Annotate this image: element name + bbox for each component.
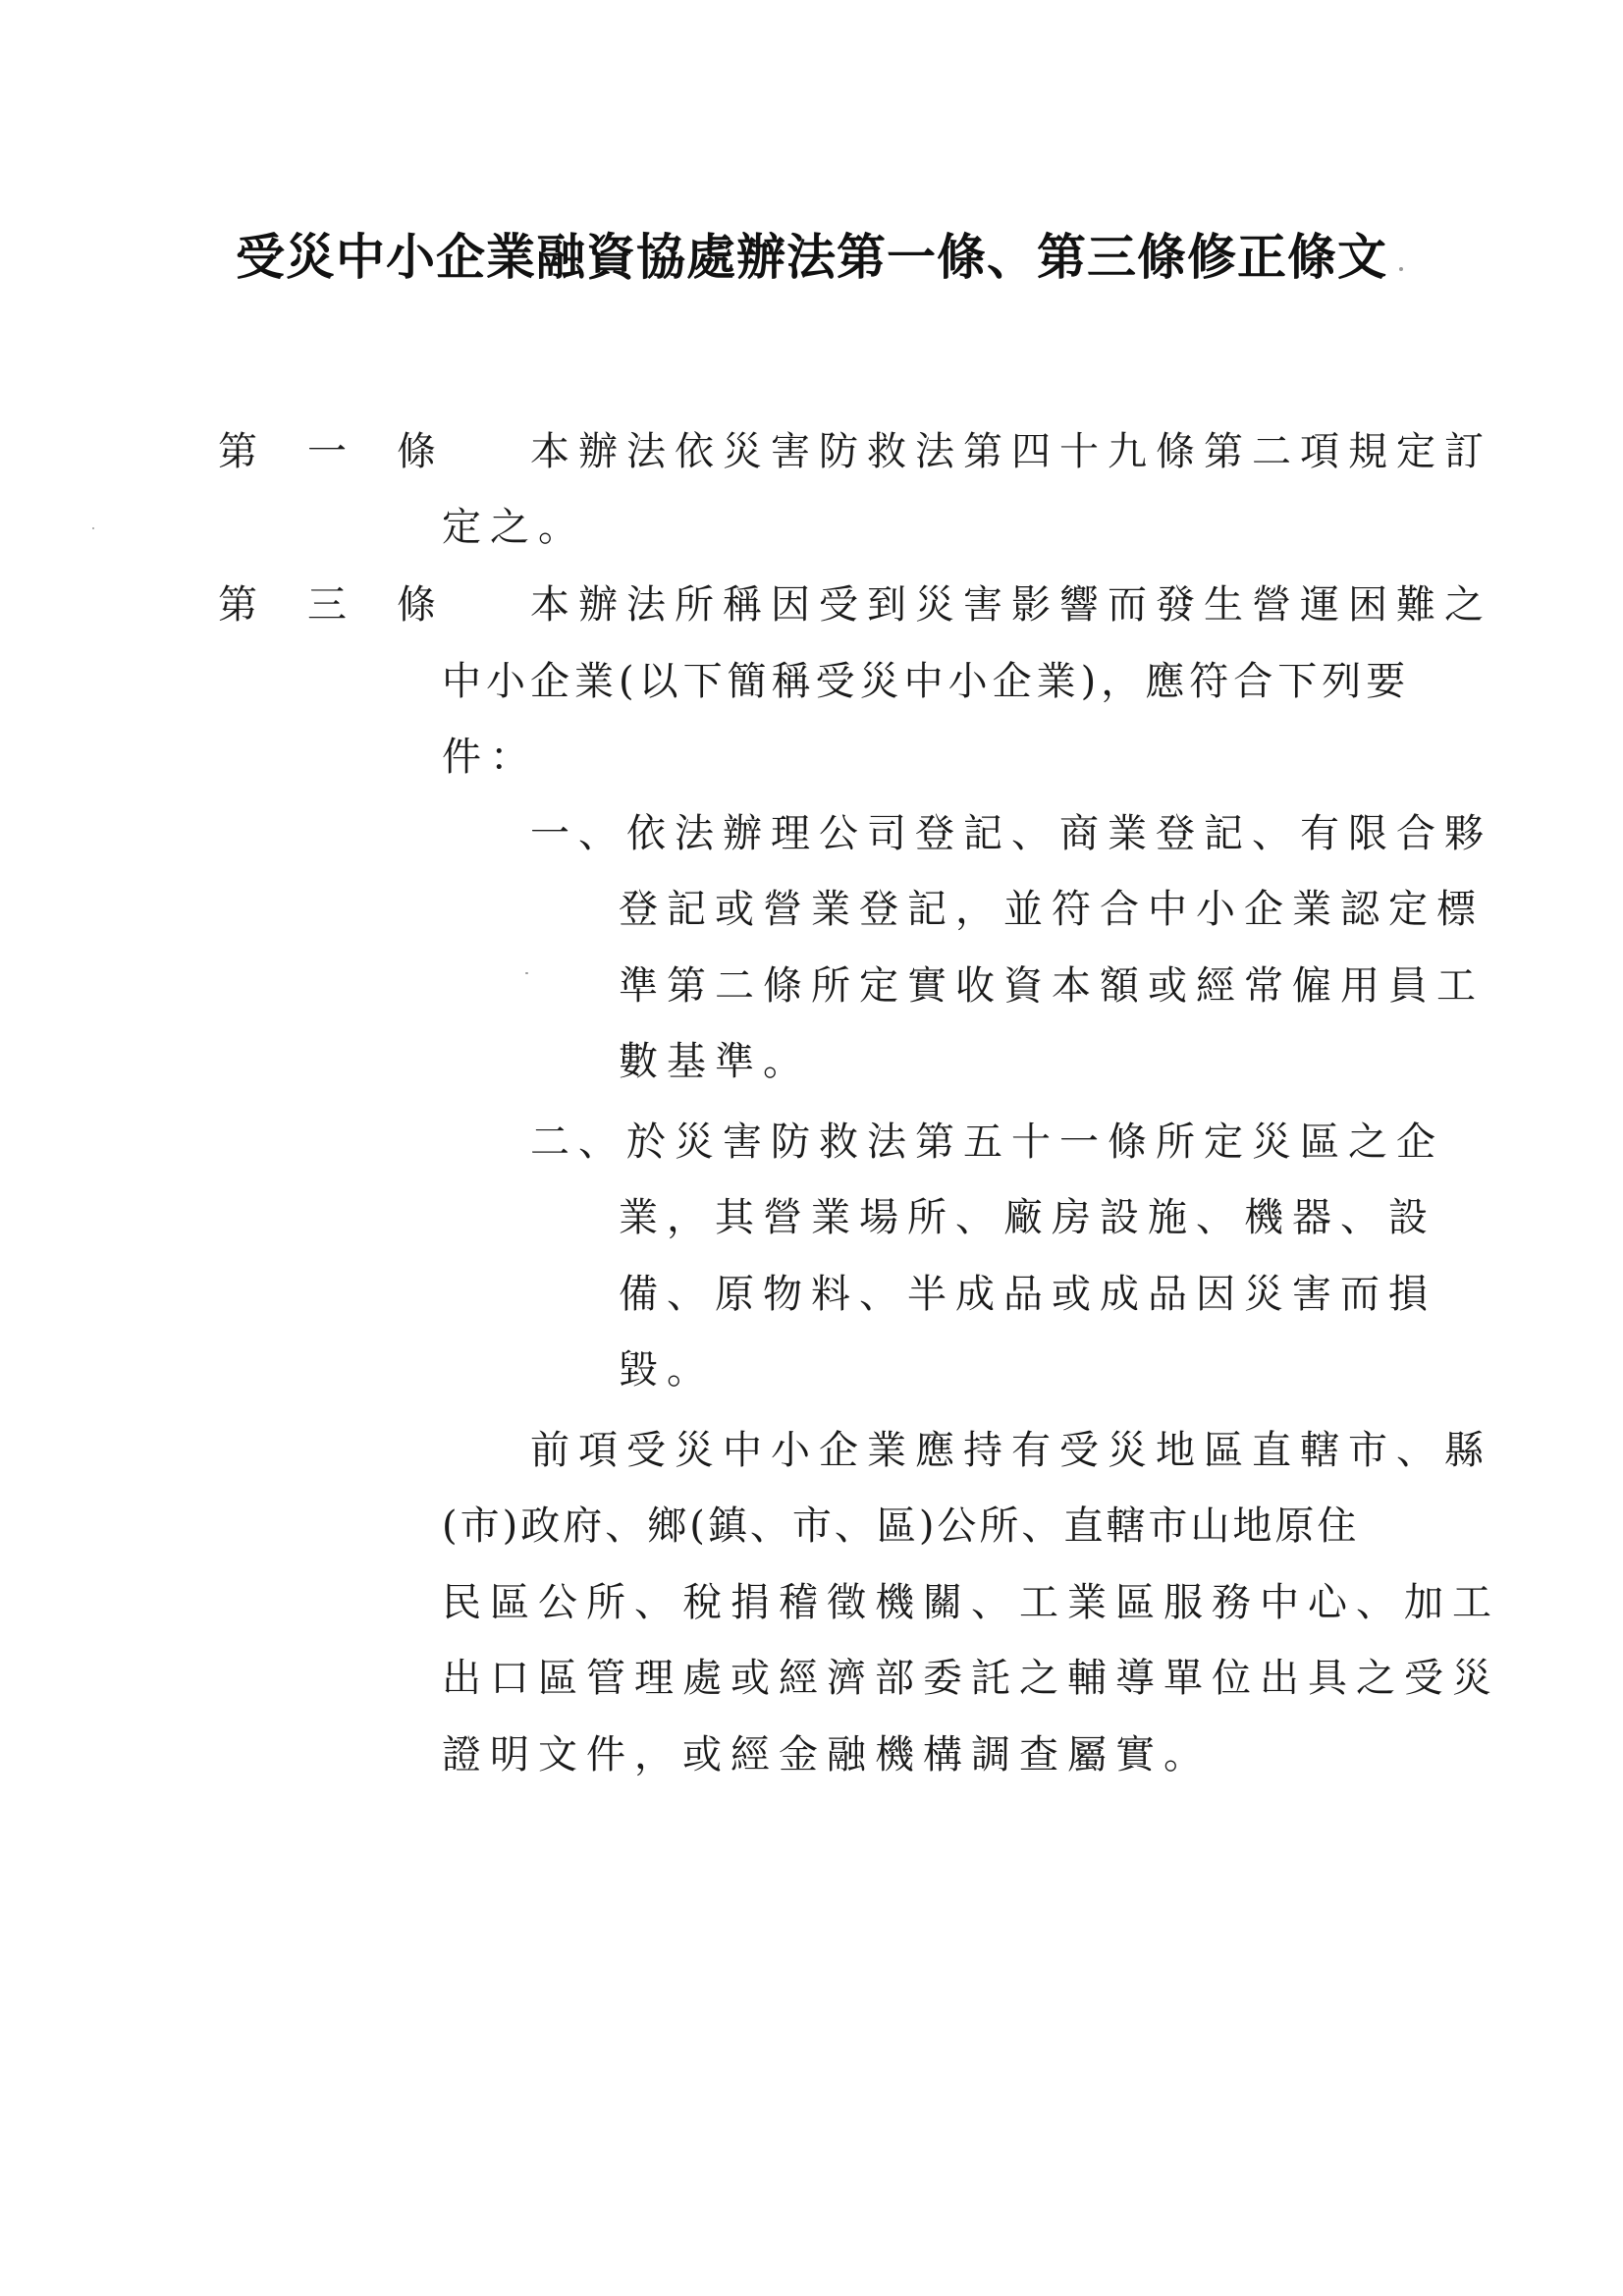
article-3-item-2-line: 二、於災害防救法第五十一條所定災區之企 [530,1120,1444,1165]
article-label-char: 一 [307,429,347,474]
article-label-char: 第 [218,582,257,628]
article-label-char: 條 [397,582,436,628]
article-3-paragraph-2-line: 出口區管理處或經濟部委託之輔導單位出具之受災 [442,1656,1500,1701]
article-3-item-2-line: 備、原物料、半成品或成品因災害而損 [619,1272,1436,1317]
article-1-line: 定之。 [442,505,586,550]
article-3-paragraph-2-line: (市)政府、鄉(鎮、市、區)公所、直轄市山地原住 [442,1503,1360,1549]
article-3-label [218,582,444,628]
scan-speck [92,527,94,529]
article-3-item-1-line: 數基準。 [619,1039,811,1084]
article-3-item-1-line: 登記或營業登記，並符合中小企業認定標 [619,887,1485,932]
article-3-item-2-line: 業，其營業場所、廠房設施、機器、設 [619,1195,1436,1240]
article-3-paragraph-2-line: 前項受災中小企業應持有受災地區直轄市、縣 [530,1428,1492,1473]
article-3-item-2-line: 毀。 [619,1347,715,1393]
article-3-line: 件： [442,735,538,780]
article-3-line: 本辦法所稱因受到災害影響而發生營運困難之 [530,582,1492,628]
article-3-item-1-line: 準第二條所定實收資本額或經常僱用員工 [619,963,1485,1009]
document-title: 受災中小企業融資協處辦法第一條、第三條修正條文 [236,229,1387,286]
article-label-char: 第 [218,429,257,474]
article-3-paragraph-2-line: 民區公所、稅捐稽徵機關、工業區服務中心、加工 [442,1580,1500,1625]
scan-speck [1399,267,1403,271]
article-3-line: 中小企業(以下簡稱受災中小企業)，應符合下列要 [442,659,1411,704]
article-label-char: 三 [307,582,347,628]
article-3-paragraph-2-line: 證明文件，或經金融機構調查屬實。 [442,1732,1212,1777]
article-1-line: 本辦法依災害防救法第四十九條第二項規定訂 [530,429,1492,474]
article-1-label [218,429,444,474]
article-3-item-1-line: 一、依法辦理公司登記、商業登記、有限合夥 [530,811,1492,856]
scan-speck [525,972,528,974]
article-label-char: 條 [397,429,436,474]
